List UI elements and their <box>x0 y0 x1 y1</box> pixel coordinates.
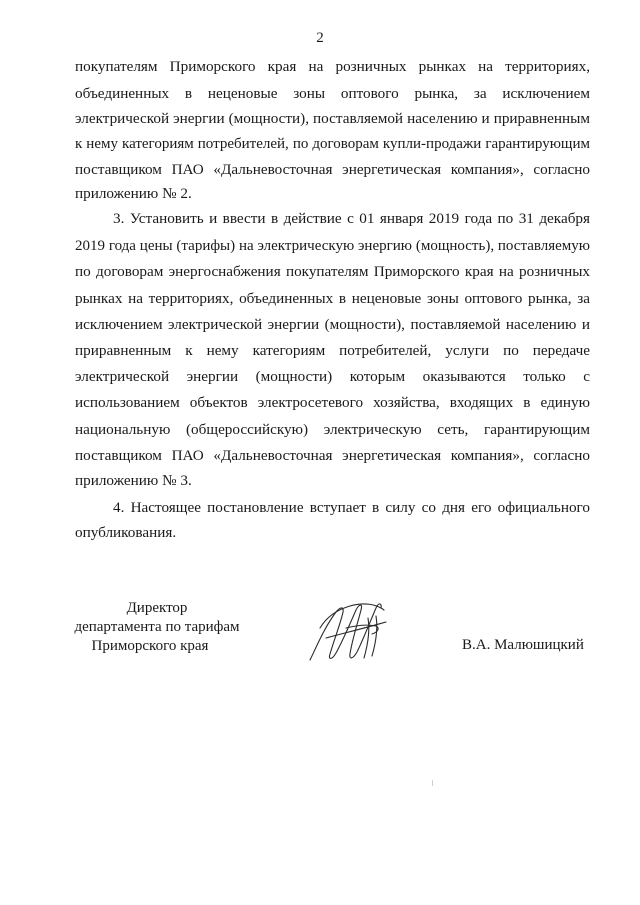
paragraph-2-line-4: рынках на территориях, объединенных в неценовые зоны оптового рынка, за <box>75 290 590 307</box>
paragraph-3-line-2: опубликования. <box>75 524 177 541</box>
paragraph-2-line-11: приложению № 3. <box>75 472 192 489</box>
signatory-title-line-3: Приморского края <box>91 638 209 654</box>
paragraph-1-line-2: объединенных в неценовые зоны оптового рынка, за исключением <box>75 85 590 102</box>
page-number: 2 <box>316 30 324 46</box>
paragraph-1-line-3: электрической энергии (мощности), поставляемой населению и приравненным <box>75 110 590 127</box>
handwritten-signature <box>306 598 392 666</box>
paragraph-1-line-6: приложению № 2. <box>75 185 192 202</box>
paragraph-2-line-8: использованием объектов электросетевого хозяйства, входящих в единую <box>75 394 590 411</box>
paragraph-1-line-4: к нему категориям потребителей, по договорам купли-продажи гарантирующим <box>75 136 590 152</box>
paragraph-3-line-1: 4. Настоящее постановление вступает в силу со дня его официального <box>113 499 590 516</box>
paragraph-2-line-1: 3. Установить и ввести в действие с 01 января 2019 года по 31 декабря <box>113 210 590 227</box>
paragraph-1-line-5: поставщиком ПАО «Дальневосточная энергетическая компания», согласно <box>75 161 590 178</box>
signatory-title-line-1: Директор <box>126 600 188 616</box>
paragraph-2-line-7: электрической энергии (мощности) которым оказываются только с <box>75 368 590 385</box>
paragraph-2-line-6: приравненным к нему категориям потребителей, услуги по передаче <box>75 342 590 359</box>
paragraph-2-line-9: национальную (общероссийскую) электрическую сеть, гарантирующим <box>75 421 590 438</box>
signatory-title-line-2: департамента по тарифам <box>74 619 240 635</box>
paragraph-2-line-3: по договорам энергоснабжения покупателям Приморского края на розничных <box>75 263 590 280</box>
paragraph-1-line-1: покупателям Приморского края на розничных рынках на территориях, <box>75 58 590 75</box>
signatory-name: В.А. Малюшицкий <box>462 637 584 653</box>
paragraph-2-line-2: 2019 года цены (тарифы) на электрическую энергию (мощность), поставляемую <box>75 238 590 254</box>
paragraph-2-line-10: поставщиком ПАО «Дальневосточная энергетическая компания», согласно <box>75 447 590 464</box>
paragraph-2-line-5: исключением электрической энергии (мощности), поставляемой населению и <box>75 316 590 333</box>
scan-speck <box>432 780 433 786</box>
